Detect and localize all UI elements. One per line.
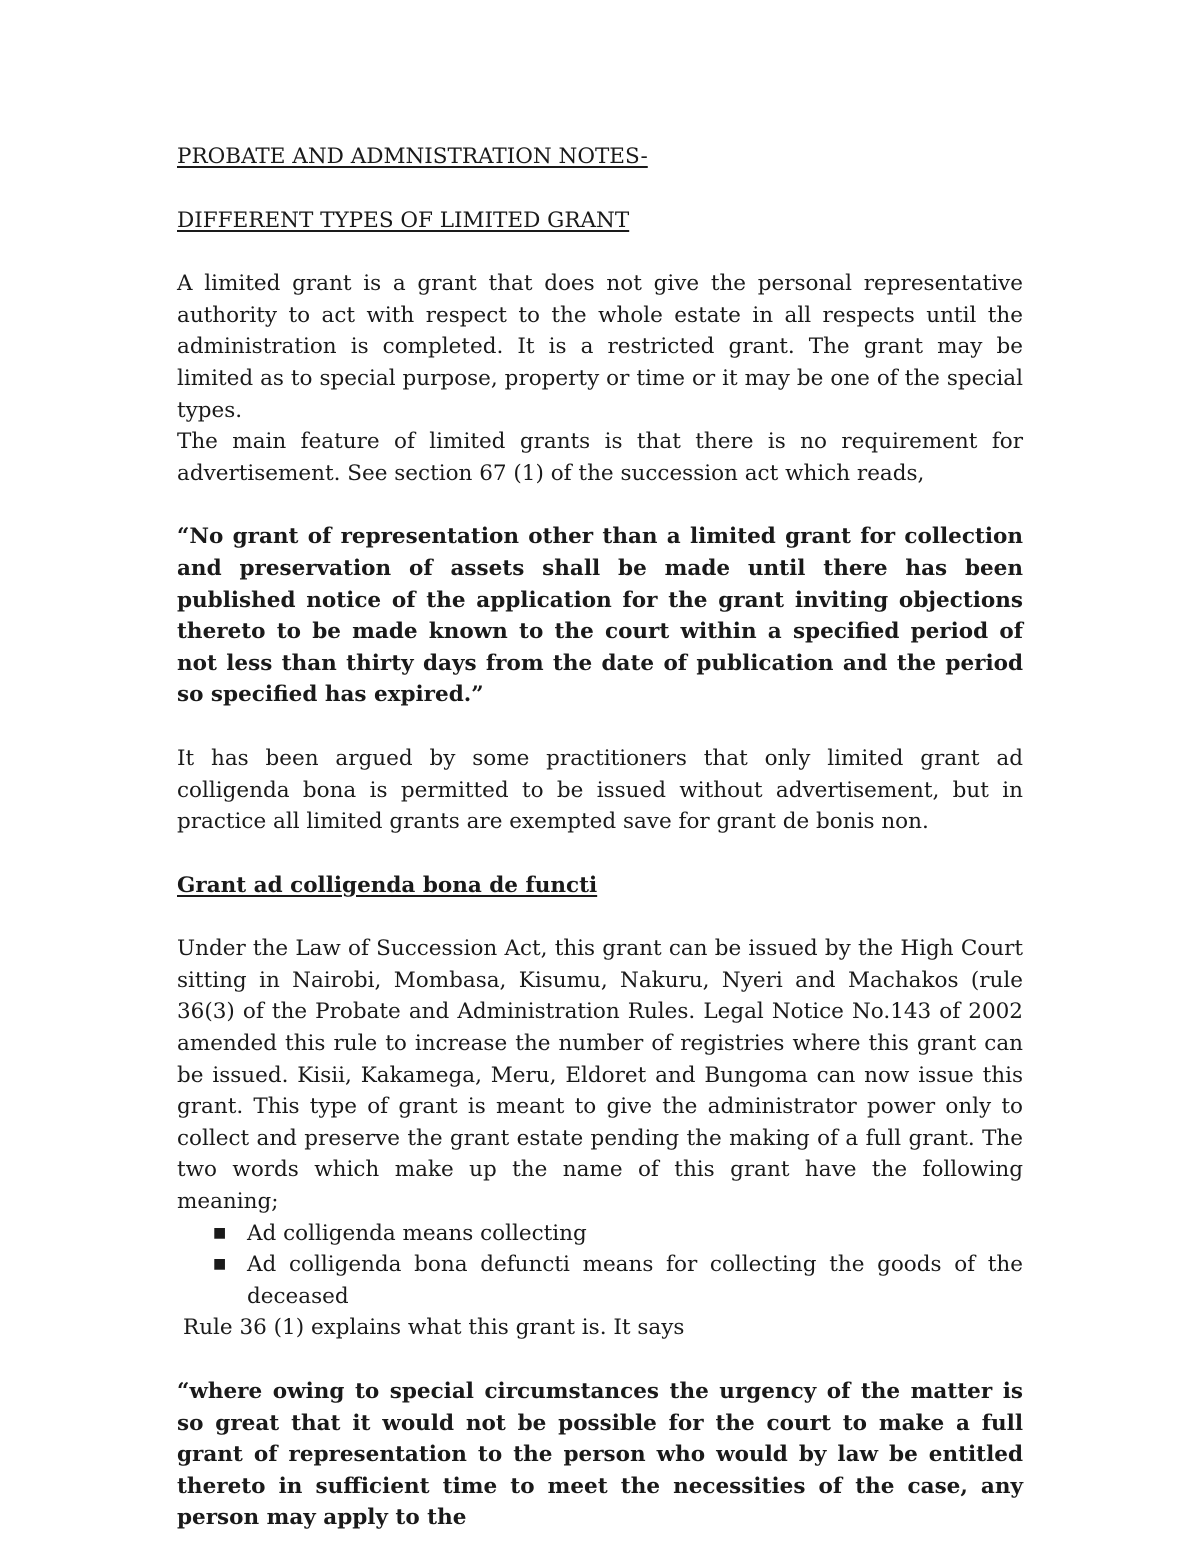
meaning-list [177, 1218, 1023, 1313]
bullet-square-icon: ■ [213, 1224, 227, 1241]
paragraph-definition: A limited grant is a grant that does not give the personal representative authority to act with respect to the whole estate in all respects until the administration is completed. It is a restricted grant. The grant may be limited as to special purpose, property or time or it may be one of the special types. [177, 271, 1023, 423]
paragraph-practitioners: It has been argued by some practitioners that only limited grant ad colligenda bona is permitted to be issued without advertisement, but in practice all limited grants are exempted save for grant de bonis non. [177, 745, 1023, 835]
list-item-text: Ad colligenda means collecting [247, 1220, 587, 1246]
document-body [177, 141, 1023, 1534]
spacer [177, 236, 1023, 268]
document-title: PROBATE AND ADMNISTRATION NOTES- [177, 144, 648, 169]
spacer [177, 1344, 1023, 1376]
list-item [213, 1249, 1023, 1312]
paragraph-rule-36: Rule 36 (1) explains what this grant is. It says [183, 1315, 685, 1341]
section-heading: DIFFERENT TYPES OF LIMITED GRANT [177, 207, 630, 233]
spacer [177, 838, 1023, 870]
list-item [213, 1218, 1023, 1250]
spacer [177, 711, 1023, 743]
paragraph-succession-act: Under the Law of Succession Act, this grant can be issued by the High Court sitting in Nairobi, Mombasa, Kisumu, Nakuru, Nyeri and Machakos (rule 36(3) of the Probate and Administration Rules. Legal Notice No.143 of 2002 amended this rule to increase the number of registries where this grant can be issued. Kisii, Kakamega, Meru, Eldoret and Bungoma can now issue this grant. This type of grant is meant to give the administrator power only to collect and preserve the grant estate pending the making of a full grant. The two words which make up the name of this grant have the following meaning; [177, 936, 1023, 1215]
spacer [177, 173, 1023, 205]
bullet-square-icon: ■ [213, 1256, 227, 1273]
paragraph-main-feature: The main feature of limited grants is that there is no requirement for advertisement. See section 67 (1) of the succession act which reads, [177, 429, 1023, 486]
list-item-text: Ad colligenda bona defuncti means for collecting the goods of the deceased [247, 1252, 1023, 1309]
quote-rule-36: “where owing to special circumstances the urgency of the matter is so great that it would not be possible for the court to make a full grant of representation to the person who would by law be entitled thereto in sufficient time to meet the necessities of the case, any person may apply to the [177, 1379, 1023, 1531]
quote-section-67: “No grant of representation other than a limited grant for collection and preservation of assets shall be made until there has been published notice of the application for the grant inviting objections thereto to be made known to the court within a specified period of not less than thirty days from the date of publication and the period so specified has expired.” [177, 524, 1023, 708]
spacer [177, 901, 1023, 933]
subheading-grant-ad-colligenda: Grant ad colligenda bona de functi [177, 872, 598, 898]
spacer [177, 489, 1023, 521]
